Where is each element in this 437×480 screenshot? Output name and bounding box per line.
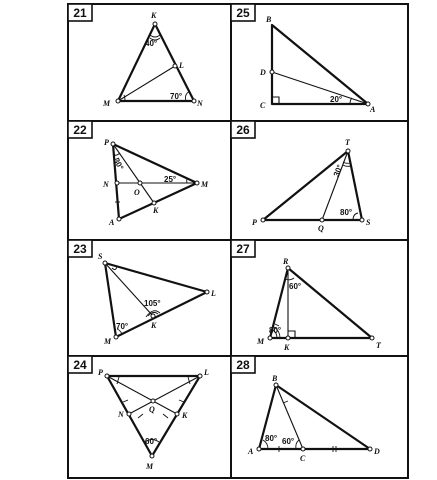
- problem-22: [68, 121, 209, 227]
- angle-arc-c: [296, 440, 299, 449]
- segment-da: [272, 72, 368, 104]
- angle-value-m: 25°: [164, 175, 177, 184]
- triangle-rmt: [270, 268, 372, 338]
- point-k: [175, 412, 179, 416]
- problem-number: 28: [236, 358, 250, 372]
- point-n: [127, 412, 131, 416]
- point-k: [152, 201, 156, 205]
- label-t: T: [376, 341, 381, 350]
- angle-arc-t: [343, 162, 350, 163]
- point-m: [268, 336, 272, 340]
- tick-mark: [188, 377, 190, 384]
- point-m: [114, 335, 118, 339]
- point-r: [286, 266, 290, 270]
- point-c: [301, 447, 305, 451]
- point-p: [105, 374, 109, 378]
- problem-number: 25: [236, 6, 250, 20]
- label-o: O: [134, 188, 140, 197]
- angle-value-c: 60°: [282, 437, 295, 446]
- point-d: [270, 70, 274, 74]
- label-a: A: [248, 447, 254, 456]
- angle-value-n: 70°: [170, 92, 183, 101]
- point-k: [286, 336, 290, 340]
- label-a: A: [370, 105, 376, 114]
- angle-value-s: 80°: [340, 208, 353, 217]
- point-m: [150, 454, 154, 458]
- label-p: P: [98, 368, 103, 377]
- label-n: N: [197, 99, 203, 108]
- problem-number: 22: [73, 123, 87, 137]
- label-c: C: [300, 454, 306, 463]
- label-m: M: [103, 99, 111, 108]
- problem-number: 24: [73, 358, 87, 372]
- tick-mark: [138, 414, 143, 418]
- problem-number: 26: [236, 123, 250, 137]
- point-m: [116, 99, 120, 103]
- label-k: K: [153, 206, 159, 215]
- angle-value-k: 105°: [144, 299, 161, 308]
- point-l: [173, 64, 177, 68]
- label-s: S: [98, 252, 103, 261]
- label-s: S: [366, 218, 371, 227]
- problem-26: [231, 121, 371, 233]
- angle-value-p: 30°: [111, 156, 126, 172]
- problem-28: [231, 356, 380, 463]
- point-s: [360, 218, 364, 222]
- point-t: [370, 336, 374, 340]
- point-l: [198, 374, 202, 378]
- angle-value-m: 60°: [145, 437, 158, 446]
- label-m: M: [257, 337, 265, 346]
- triangle-bca: [272, 25, 368, 104]
- point-q: [320, 218, 324, 222]
- label-l: L: [179, 61, 184, 70]
- label-q: Q: [149, 405, 155, 414]
- problem-24: [68, 356, 209, 471]
- label-c: C: [260, 101, 266, 110]
- label-k: K: [284, 343, 290, 352]
- angle-value-r: 60°: [289, 282, 302, 291]
- problem-23: [68, 240, 216, 346]
- label-a: A: [109, 218, 115, 227]
- point-o: [138, 181, 142, 185]
- point-s: [103, 261, 107, 265]
- label-r: R: [283, 257, 289, 266]
- problem-27: [231, 240, 382, 352]
- label-q: Q: [318, 224, 324, 233]
- label-k: K: [151, 321, 157, 330]
- point-k: [151, 314, 155, 318]
- point-p: [111, 142, 115, 146]
- label-k: K: [151, 11, 157, 20]
- point-k: [153, 22, 157, 26]
- label-l: L: [204, 368, 209, 377]
- label-b: B: [272, 374, 278, 383]
- angle-value-a: 20°: [330, 95, 343, 104]
- angle-value-k: 40°: [145, 39, 158, 48]
- problem-number: 21: [73, 6, 87, 20]
- point-b: [274, 383, 278, 387]
- angle-value-t: 30°: [331, 163, 345, 178]
- label-t: T: [345, 138, 350, 147]
- problem-number: 27: [236, 242, 250, 256]
- label-d: D: [260, 68, 266, 77]
- point-a: [117, 217, 121, 221]
- label-m: M: [201, 180, 209, 189]
- label-k: K: [182, 411, 188, 420]
- label-l: L: [211, 289, 216, 298]
- tick-mark: [123, 400, 128, 402]
- point-t: [346, 149, 350, 153]
- point-n: [115, 181, 119, 185]
- label-d: D: [374, 447, 380, 456]
- angle-arc-k: [150, 35, 160, 37]
- label-p: P: [104, 138, 109, 147]
- point-m: [195, 181, 199, 185]
- point-d: [368, 447, 372, 451]
- angle-value-m: 70°: [116, 322, 129, 331]
- tick-mark: [179, 400, 184, 402]
- label-b: B: [266, 15, 272, 24]
- point-p: [261, 218, 265, 222]
- tick-mark: [163, 414, 168, 418]
- point-a: [257, 447, 261, 451]
- angle-value-a: 80°: [265, 434, 278, 443]
- problem-number: 23: [73, 242, 87, 256]
- point-q: [151, 399, 155, 403]
- label-m: M: [104, 337, 112, 346]
- label-n: N: [118, 410, 124, 419]
- point-n: [192, 99, 196, 103]
- label-m: M: [146, 462, 154, 471]
- problem-21: [68, 4, 204, 108]
- problem-25: [231, 4, 376, 114]
- label-p: P: [252, 218, 257, 227]
- point-l: [205, 290, 209, 294]
- angle-value-m: 80°: [269, 326, 282, 335]
- label-n: N: [103, 180, 109, 189]
